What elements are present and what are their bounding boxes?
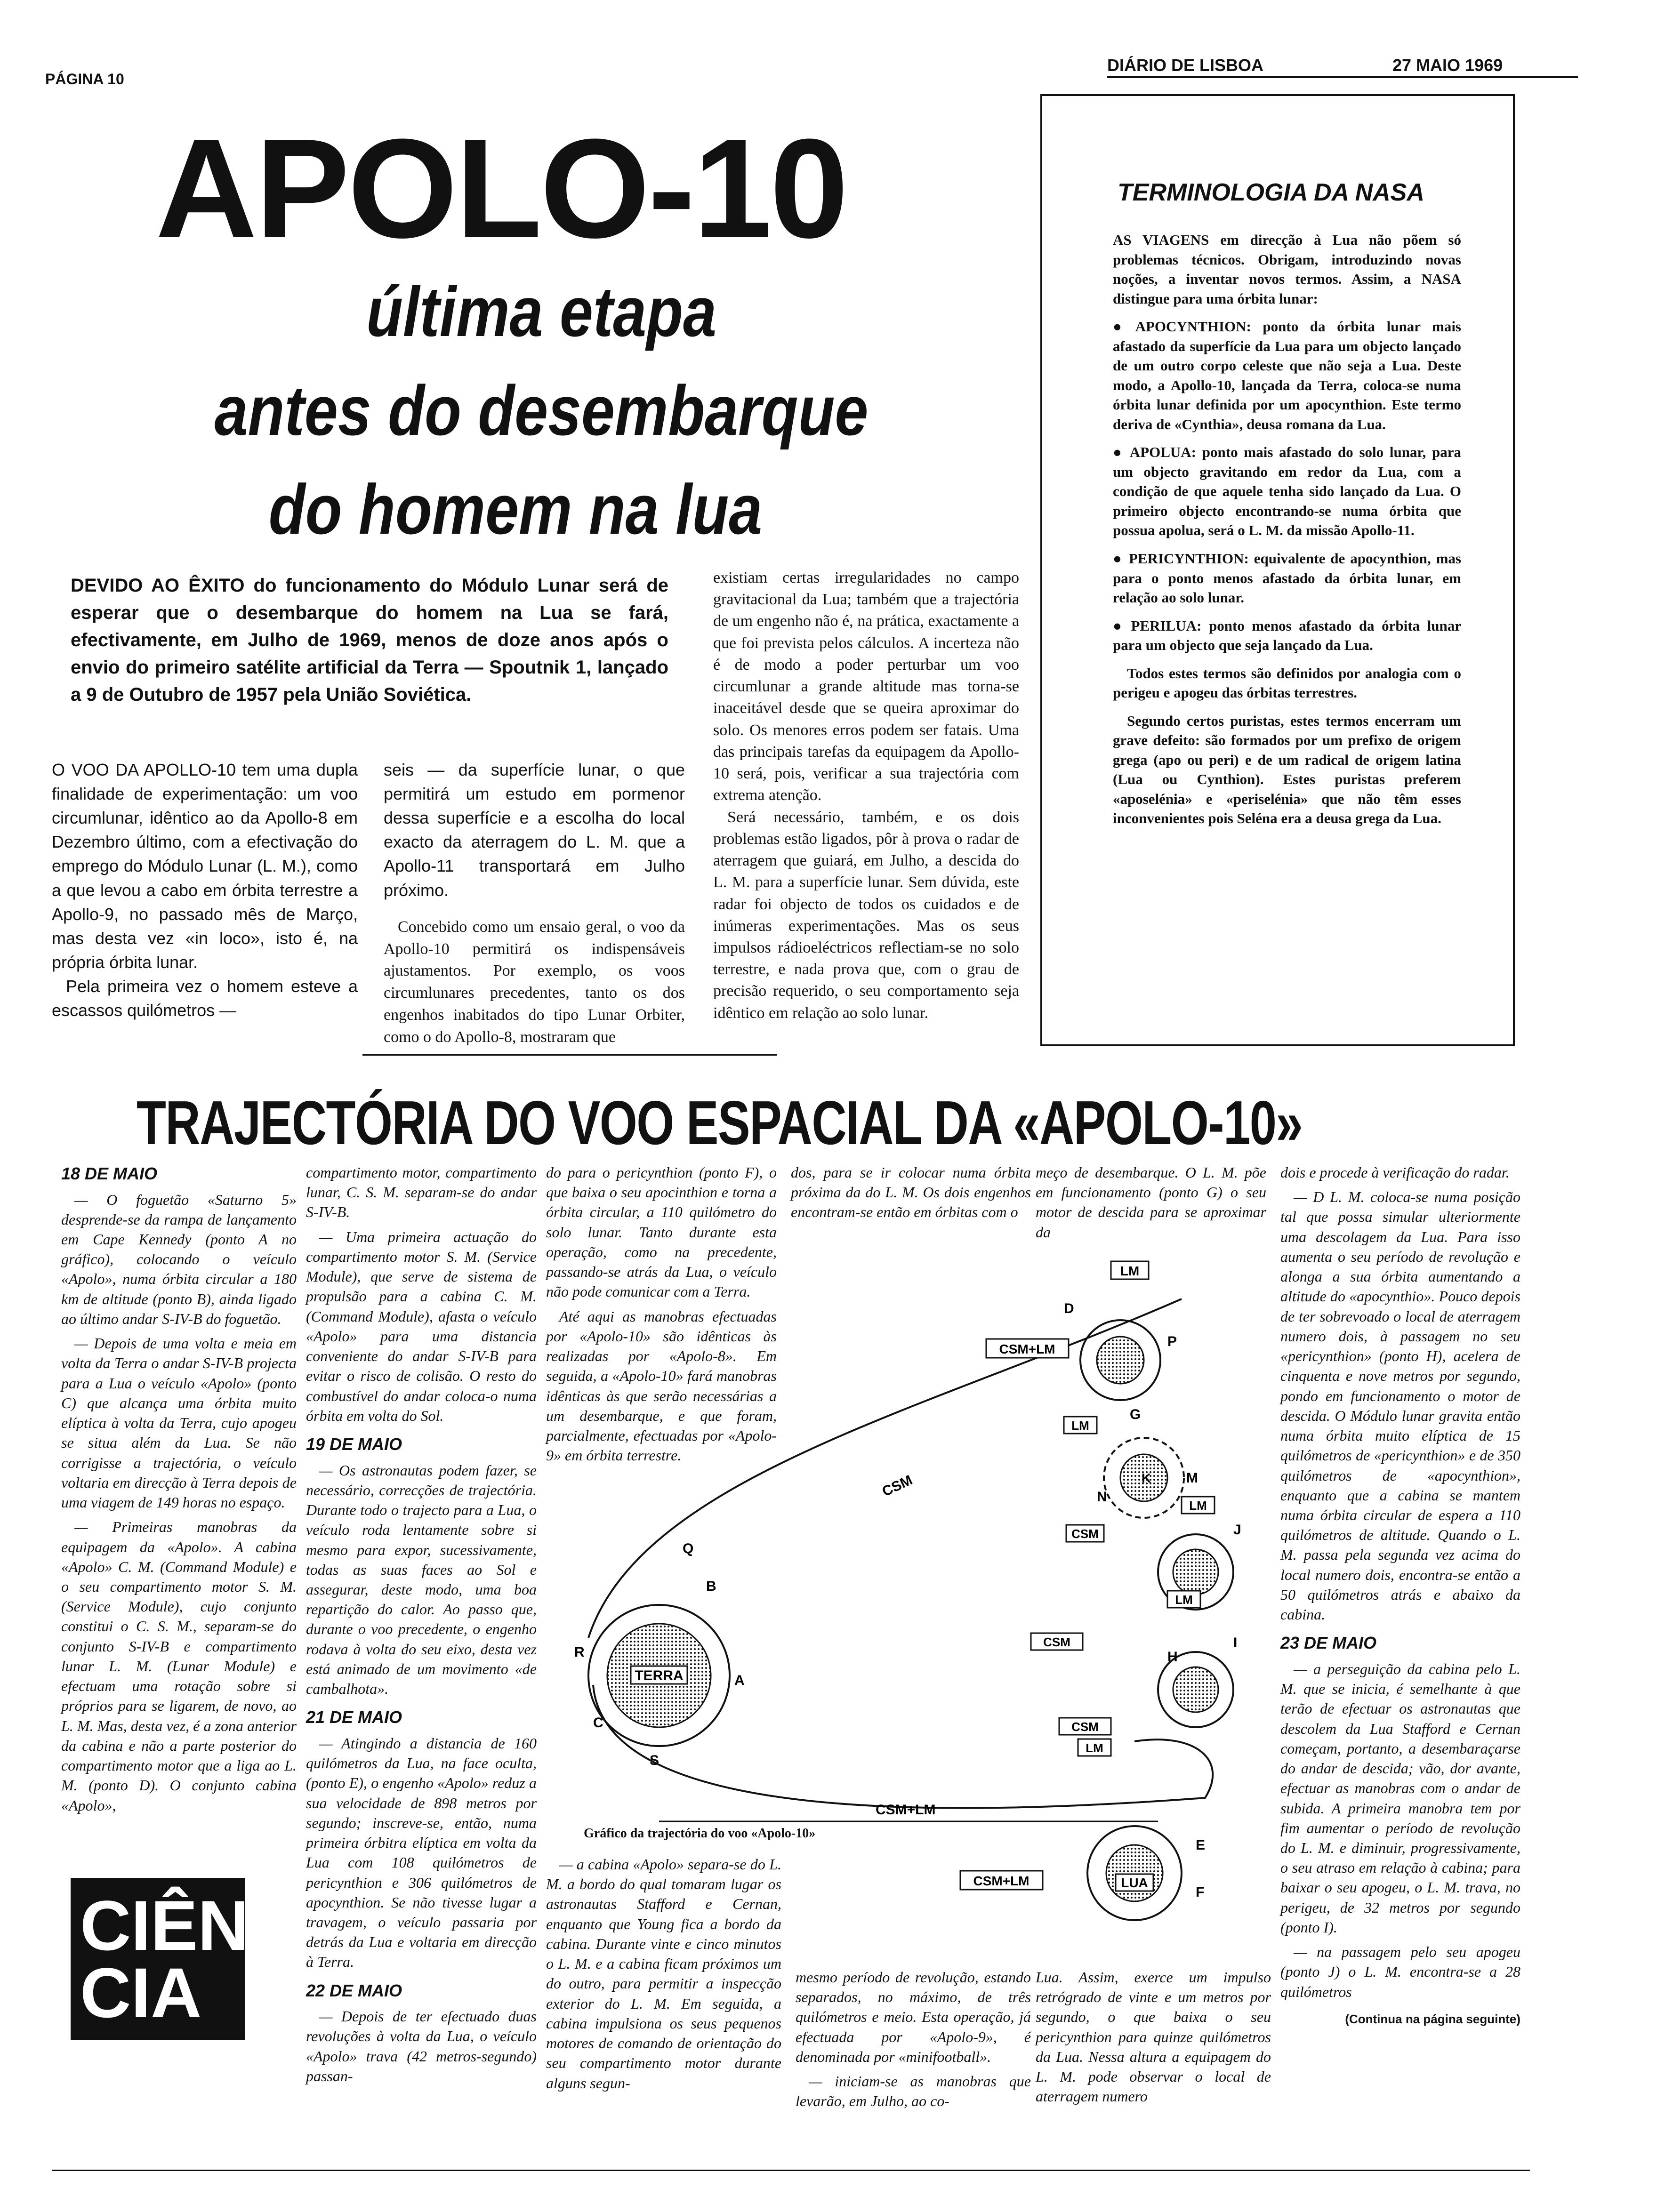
article-paragraph: Pela primeira vez o homem esteve a escassos quilómetros — <box>52 976 358 1020</box>
moon-globe <box>1106 1845 1163 1901</box>
term-apolua: ● APOLUA: ponto mais afastado do solo lunar, para um objecto gravitando em redor da Lua, com a condição de que aquele tenha sido lançado da Lua. O primeiro objecto encontrando-se numa órbita que possua apolua, será o L. M. da missão Apollo-11. <box>1113 442 1461 540</box>
moon-globe <box>1097 1337 1144 1384</box>
terminology-box <box>1040 94 1515 1046</box>
earth-label: TERRA <box>635 1668 684 1683</box>
lm-label: LM <box>1189 1499 1207 1513</box>
trajectory-paragraph: dos, para se ir colocar numa órbita próxima da do L. M. Os dois engenhos encontram-se então em órbitas com o <box>791 1164 1031 1221</box>
trajectory-paragraph: — Primeiras manobras da equipagem da «Apolo». A cabina «Apolo» C. M. (Command Module) e o seu compartimento motor S. M. (Service Module), cujo conjunto constitui o C. S. M., separam-se do conjunto S-IV-B e compartimento lunar L. M. (Lunar Module) e efectuam uma rotação sobre si próprios para se ligarem, de novo, ao L. M. Mas, desta vez, é a zona anterior da cabina e não a parte posterior do compartimento motor que a liga ao L. M. (ponto D). O conjunto cabina «Apolo», <box>61 1518 297 1814</box>
csm-path-label: CSM <box>880 1472 915 1500</box>
point-label: E <box>1196 1837 1206 1853</box>
headline-title: APOLO-10 <box>155 109 847 267</box>
term-apocynthion: ● APOCYNTHION: ponto da órbita lunar mais afastado da superfície da Lua para um objecto lançado de um outro corpo celeste que não seja a Lua. Deste modo, a Apollo-10, lançada da Terra, coloca-se numa órbita lunar definida por um apocynthion. Este termo deriva de «Cynthia», deusa romana da Lua. <box>1113 317 1461 434</box>
point-label: F <box>1196 1884 1205 1900</box>
csm-label: CSM <box>1071 1720 1099 1734</box>
point-label: Q <box>683 1541 694 1556</box>
trajectory-paragraph: — O foguetão «Saturno 5» desprende-se da rampa de lançamento em Cape Kennedy (ponto A no gráfico), colocando o veículo «Apolo», numa órbita circular a 180 km de altitude (ponto B), ainda ligado ao último andar S-IV-B do foguetão. <box>61 1191 297 1327</box>
point-label: N <box>1097 1489 1107 1505</box>
headline-sub-3: do homem na lua <box>268 470 763 549</box>
point-label: H <box>1167 1649 1178 1665</box>
trajectory-paragraph: — Depois de uma volta e meia em volta da Terra o andar S-IV-B projecta para a Lua o veículo «Apolo» (ponto C) que alcança uma órbita muito elíptica à volta da Terra, cujo apogeu se situa além da Lua. Se não corrigisse a trajectória, o veículo voltaria em direcção à Terra depois de uma viagem de 149 horas no espaço. <box>61 1335 297 1511</box>
trajectory-column-3-bottom <box>546 1854 781 2098</box>
trajectory-paragraph: compartimento motor, compartimento lunar, C. S. M. separam-se do andar S-IV-B. <box>306 1164 537 1221</box>
date-heading: 22 DE MAIO <box>306 1980 402 2000</box>
lm-label: LM <box>1120 1264 1140 1278</box>
csm-lm-label: CSM+LM <box>973 1874 1030 1888</box>
terminology-title: TERMINOLOGIA DA NASA <box>1118 179 1424 206</box>
trajectory-column-4-bottom <box>796 1967 1031 2116</box>
date-heading: 19 DE MAIO <box>306 1435 402 1454</box>
moon-label: LUA <box>1121 1875 1148 1890</box>
article-paragraph: existiam certas irregularidades no campo gravitacional da Lua; também que a trajectória de um engenho não é, na prática, exactamente a que foi prevista pelos cálculos. A incerteza não é de modo a poder perturbar um voo circumlunar a grande altitude mas torna-se inaceitável desde que se queira aproximar do solo. Os menores erros podem ser fatais. Uma das principais tarefas da equipagem da Apollo-10 será, pois, verificar a sua trajectória com extrema atenção. <box>713 569 1019 804</box>
lm-label: LM <box>1175 1593 1193 1607</box>
section-label-ciencia <box>71 1878 249 2040</box>
csm-lm-label: CSM+LM <box>999 1342 1055 1356</box>
article-paragraph: seis — da superfície lunar, o que permitirá um estudo em pormenor dessa superfície e a escolha do local exacto da aterragem do L. M. que a Apollo-11 transportará em Julho próximo. <box>384 760 685 900</box>
point-label: G <box>1130 1407 1141 1422</box>
point-label: S <box>650 1753 660 1768</box>
article-paragraph: Concebido como um ensaio geral, o voo da Apollo-10 permitirá os indispensáveis ajustamentos. Por exemplo, os voos circumlunares precedentes, tanto os dos engenhos inabitados do tipo Lunar Orbiter, como o do Apollo-8, mostraram que <box>384 918 685 1046</box>
lead-paragraph: DEVIDO AO ÊXITO do funcionamento do Módulo Lunar será de esperar que o desembarque do homem na Lua se fará, efectivamente, em Julho de 1969, menos de doze anos após o envio do primeiro satélite artificial da Terra — Spoutnik 1, lançado a 9 de Outubro de 1957 pela União Soviética. <box>71 575 668 705</box>
issue-date: 27 MAIO 1969 <box>1392 56 1503 75</box>
headline-sub-2: antes do desembarque <box>214 371 869 450</box>
section-divider <box>362 1054 777 1056</box>
terminology-note-2: Segundo certos puristas, estes termos encerram um grave defeito: são formados por um prefixo de origem grega (apo ou peri) e de um radical de origem latina (Lua ou Cynthion). Estes puristas preferem «aposelénia» e «periselénia» que não têm esses inconvenientes pois Seléna era a deusa grega da Lua. <box>1113 712 1461 827</box>
trajectory-paragraph: dois e procede à verificação do radar. <box>1280 1164 1510 1181</box>
point-label: D <box>1064 1301 1074 1316</box>
point-label: M <box>1186 1470 1198 1486</box>
trajectory-column-5-bottom <box>1036 1967 1271 2111</box>
point-label: I <box>1233 1635 1238 1651</box>
point-label: J <box>1233 1522 1241 1538</box>
date-heading: 23 DE MAIO <box>1280 1633 1377 1653</box>
headline-sub-1: última etapa <box>366 272 716 351</box>
terminology-note-1: Todos estes termos são definidos por analogia com o perigeu e apogeu das órbitas terrestres. <box>1113 665 1461 701</box>
page-bottom-rule <box>52 2170 1530 2171</box>
csm-label: CSM <box>1043 1635 1070 1649</box>
header-rule <box>1107 76 1578 78</box>
point-label: R <box>574 1644 585 1660</box>
point-label: A <box>734 1673 745 1688</box>
diagram-caption: Gráfico da trajectória do voo «Apolo-10» <box>584 1826 816 1841</box>
lm-label: LM <box>1086 1741 1103 1755</box>
trajectory-paragraph: — na passagem pelo seu apogeu (ponto J) o L. M. encontra-se a 28 quilómetros <box>1280 1943 1520 2000</box>
moon-globe <box>1173 1667 1218 1712</box>
point-label: B <box>706 1579 716 1594</box>
point-label: P <box>1167 1334 1177 1349</box>
csm-label: CSM <box>1071 1527 1099 1541</box>
term-perilua: ● PERILUA: ponto menos afastado da órbita lunar para um objecto que seja lançado da Lua. <box>1113 616 1461 655</box>
trajectory-paragraph: — iniciam-se as manobras que levarão, em Julho, ao co- <box>796 2073 1031 2110</box>
newspaper-name: DIÁRIO DE LISBOA <box>1107 56 1264 75</box>
trajectory-paragraph: do para o pericynthion (ponto F), o que baixa o seu apocinthion e torna a órbita circular, a 110 quilómetro do solo lunar. Tanto durante esta operação, como na precedente, passando-se atrás da Lua, o veículo não pode comunicar com a Terra. <box>546 1164 777 1300</box>
section-label-line: CIA <box>80 1953 202 2032</box>
date-heading: 18 DE MAIO <box>61 1164 158 1183</box>
article-column-2 <box>384 758 685 1049</box>
trajectory-paragraph: — Uma primeira actuação do compartimento motor S. M. (Service Module), que serve de sistema de propulsão para a cabina C. M. (Command Module), afasta o veículo «Apolo» para uma distancia conveniente do andar S-IV-B para evitar o risco de colisão. O resto do combustível do andar coloca-o numa órbita em volta do Sol. <box>306 1228 537 1424</box>
terminology-intro: AS VIAGENS em direcção à Lua não põem só problemas técnicos. Obrigam, introduzindo novas noções, a inventar novos termos. Assim, a NASA distingue para uma órbita lunar: <box>1113 232 1461 307</box>
csm-lm-path-label: CSM+LM <box>876 1802 936 1818</box>
trajectory-paragraph: — a perseguição da cabina pelo L. M. que se inicia, é semelhante à que terão de efectuar os astronautas que descolem da Lua Stafford e Cernan começam, portanto, a desembaraçarse do andar de descida; vão, dor avante, efectuar as manobras com o andar de subida. A primeira manobra tem por fim aumentar o período de revolução do L. M. e diminuir, progressivamente, o seu atraso em relação à cabina; para baixar o seu apogeu, o L. M. trava, no perigeu, de 32 metros por segundo (ponto I). <box>1280 1660 1520 1936</box>
term-pericynthion: ● PERICYNTHION: equivalente de apocynthion, mas para o ponto menos afastado da órbita lunar, em relação ao solo lunar. <box>1113 549 1461 608</box>
point-label: K <box>1142 1471 1151 1485</box>
section-label-line: CIÊN <box>80 1886 249 1965</box>
trajectory-paragraph: — D L. M. coloca-se numa posição tal que possa simular ulteriormente uma descolagem da Lua. Para isso aumenta o seu período de revolução e alonga a sua órbita aumentando a altitude do «apocynthio». Pouco depois de ter sobrevoado o local de aterragem numero dois, à passagem no seu «pericynthion» (ponto H), acelera de cinquenta e nove metros por segundo, pondo em funcionamento o motor de descida. O Módulo lunar gravita então numa órbita muito elíptica de 15 quilómetros de «pericynthion» e de 350 quilómetros de «apocynthion», enquanto que a cabina se mantem numa órbita circular de espera a 110 quilómetros de altitude. Quando o L. M. passa pela segunda vez acima do local numero dois, encontra-se então a 50 quilómetros atrás e abaixo da cabina. <box>1280 1188 1520 1623</box>
article-column-3 <box>713 567 1019 1024</box>
terminology-text <box>1113 230 1461 837</box>
moon-globe <box>1173 1549 1218 1595</box>
trajectory-column-6 <box>1280 1162 1520 2027</box>
page-number: PÁGINA 10 <box>45 71 124 88</box>
lm-label: LM <box>1071 1419 1089 1433</box>
trajectory-column-2 <box>306 1162 537 2091</box>
article-paragraph: O VOO DA APOLLO-10 tem uma dupla finalidade de experimentação: um voo circumlunar, idêntico ao da Apollo-8 em Dezembro último, com a efectivação do emprego do Módulo Lunar (L. M.), como a que levou a cabo em órbita terrestre a Apollo-9, no passado mês de Março, mas desta vez «in loco», isto é, na própria órbita lunar. <box>52 760 358 972</box>
trajectory-column-1 <box>61 1162 297 1820</box>
trajectory-paragraph: meço de desembarque. O L. M. põe em funcionamento (ponto G) o seu motor de descida para se aproximar da <box>1036 1164 1266 1241</box>
trajectory-paragraph: — Atingindo a distancia de 160 quilómetros da Lua, na face oculta, (ponto E), o engenho «Apolo» reduz a sua velocidade de 898 metros por segundo; inscreve-se, então, numa primeira órbitra elíptica em volta da Lua com 108 quilómetros de pericynthion e 306 quilómetros de apocynthion. Se não tivesse lugar a travagem, o veículo passaria por detrás da Lua e voltaria em direcção à Terra. <box>306 1734 537 1971</box>
trajectory-column-4-top <box>791 1162 1031 1227</box>
trajectory-paragraph: — Depois de ter efectuado duas revoluções à volta da Lua, o veículo «Apolo» trava (42 metros-segundo) passan- <box>306 2008 537 2084</box>
trajectory-title: TRAJECTÓRIA DO VOO ESPACIAL DA «APOLO-10» <box>137 1088 1303 1157</box>
trajectory-paragraph: Até aqui as manobras efectuadas por «Apolo-10» são idênticas às realizadas por «Apolo-8». Em seguida, a «Apolo-10» fará manobras idênticas às que serão necessárias a um desembarque, e que foram, parcialmente, efectuadas por «Apolo-9» em órbita terrestre. <box>546 1307 777 1464</box>
trajectory-paragraph: mesmo período de revolução, estando separados, no máximo, de três quilómetros e meio. Esta operação, já efectuada por «Apolo-9», é denominada por «minifootball». <box>796 1969 1031 2065</box>
article-column-1 <box>52 758 358 1022</box>
point-label: C <box>593 1715 603 1731</box>
trajectory-paragraph: Lua. Assim, exerce um impulso retrógrado de vinte e um metros por segundo, o que baixa o seu pericynthion para quinze quilómetros da Lua. Nessa altura a equipagem do L. M. pode observar o local de aterragem numero <box>1036 1969 1271 2105</box>
article-paragraph: Será necessário, também, e os dois problemas estão ligados, pôr à prova o radar de aterragem que guiará, em Julho, a descida do L. M. para a superfície lunar. Sem dúvida, este radar foi objecto de todos os cuidados e de inúmeras experimentações. Mas os seus impulsos rádioeléctricos reflectiam-se no solo terrestre, e nada prova que, com o grau de precisão requerido, o seu comportamento seja idêntico em relação ao solo lunar. <box>713 808 1019 1022</box>
continued-note: (Continua na página seguinte) <box>1345 2012 1520 2026</box>
date-heading: 21 DE MAIO <box>306 1707 402 1727</box>
trajectory-paragraph: — Os astronautas podem fazer, se necessário, correcções de trajectória. Durante todo o trajecto para a Lua, o veículo roda lentamente sobre si mesmo para expor, sucessivamente, todas as suas faces ao Sol e assegurar, deste modo, uma boa repartição do calor. Ao passo que, durante o voo precedente, o engenho rodava à volta do seu eixo, desta vez está animado de um movimento «de cambalhota». <box>306 1461 537 1698</box>
trajectory-paragraph: — a cabina «Apolo» separa-se do L. M. a bordo do qual tomaram lugar os astronautas Stafford e Cernan, enquanto que Young fica a bordo da cabina. Durante vinte e cinco minutos o L. M. e a cabina ficam próximos um do outro, para permitir a inspecção exterior do L. M. Em seguida, a cabina impulsiona os seus pequenos motores de comando de orientação do seu compartimento motor durante alguns segun- <box>546 1856 781 2092</box>
